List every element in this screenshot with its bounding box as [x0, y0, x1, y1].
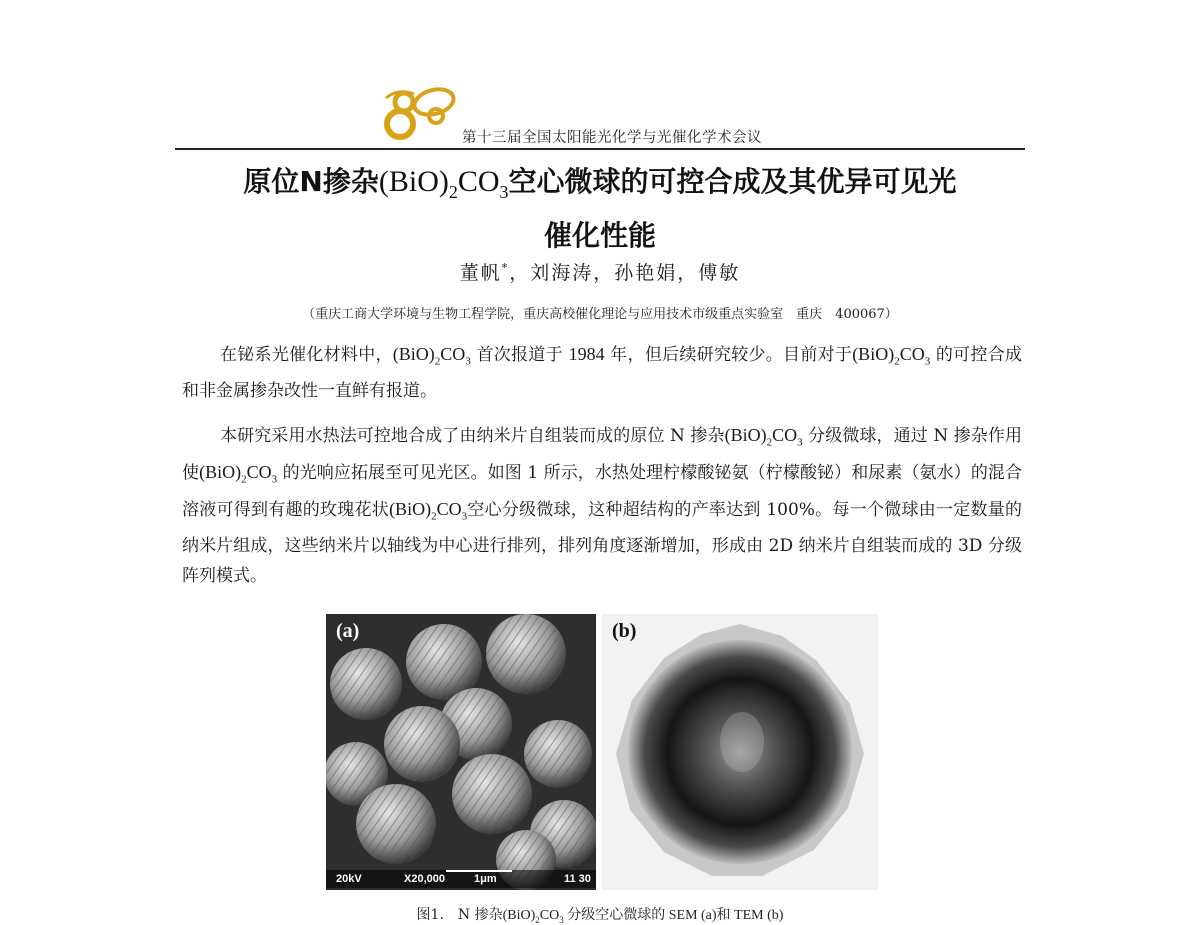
p1-f2-sub2: 3 [924, 355, 931, 368]
affiliation: （重庆工商大学环境与生物工程学院，重庆高校催化理论与应用技术市级重点实验室 重庆 400067） [302, 307, 898, 322]
tem-core-highlight [720, 712, 764, 772]
title-formula-sub2: 3 [499, 182, 509, 202]
sem-micrograph [326, 614, 596, 890]
caption-f-sub2: 3 [559, 914, 564, 925]
figure-caption [0, 904, 1200, 925]
scale-bar [446, 870, 512, 872]
p1-text-4: 的可控合成和非金属掺杂改性一直鲜有报道。 [182, 345, 1023, 402]
p2-f3-sub2: 3 [461, 510, 468, 523]
p2-formula-2 [199, 462, 278, 486]
paragraph-1 [182, 340, 1022, 407]
author-list [0, 258, 1200, 285]
p1-f1-sub: 2 [434, 355, 441, 368]
author-1: 董帆 [459, 262, 502, 284]
paper-title [160, 160, 1040, 258]
p1-formula-1 [392, 344, 471, 368]
caption-f-b: CO [539, 908, 560, 923]
figure-panel-tem [602, 614, 878, 890]
p1-f2-b: CO [899, 344, 925, 364]
p1-formula-2 [852, 344, 931, 368]
p2-f1-b: CO [772, 425, 798, 445]
p2-text-2: 分级微球，通过 N 掺杂作用使 [182, 426, 1022, 484]
title-part2: 空心微球的可控合成及其优异可见光 [508, 165, 957, 198]
title-formula-b: CO [457, 165, 500, 198]
p2-f3-b: CO [436, 499, 462, 520]
p2-text-3: 的光响应拓展至可见光区。如图 1 所示，水热处理柠檬酸铋氨（柠檬酸铋）和尿素（氨水）的混合溶液可得到有趣的玫瑰花状 [182, 463, 1023, 521]
p2-f1-a: (BiO) [724, 425, 767, 445]
other-authors: ，刘海涛，孙艳娟，傅敏 [509, 262, 741, 284]
p2-formula-3 [389, 499, 468, 523]
p1-year: 1984 [568, 344, 605, 364]
conference-logo [378, 86, 458, 142]
caption-text-1: 图1. N 掺杂 [416, 907, 503, 923]
p2-f2-b: CO [246, 462, 272, 483]
panel-a-label: (a) [336, 620, 360, 642]
panel-b-label: (b) [612, 620, 637, 642]
caption-text-2: 分级空心微球的 SEM (a)和 TEM (b) [563, 908, 784, 923]
p1-text-1: 在铋系光催化材料中， [220, 345, 393, 365]
p2-f2-sub: 2 [241, 473, 247, 486]
p1-f1-a: (BiO) [392, 344, 435, 364]
title-line2: 催化性能 [543, 219, 656, 252]
corresponding-mark: * [501, 261, 510, 275]
p2-f3-sub: 2 [431, 510, 437, 523]
caption-f-sub: 2 [535, 914, 540, 925]
p1-f1-sub2: 3 [465, 355, 471, 368]
sem-magnification: X20,000 [404, 873, 445, 885]
p2-text-1: 本研究采用水热法可控地合成了由纳米片自组装而成的原位 N 掺杂 [220, 426, 725, 446]
title-formula [378, 165, 509, 202]
caption-f-a: (BiO) [502, 908, 536, 923]
p1-f1-b: CO [440, 344, 466, 364]
figure-panel-sem [326, 614, 596, 890]
sem-scale-length: 1μm [474, 873, 497, 885]
p2-formula-1 [724, 425, 803, 449]
p2-f1-sub2: 3 [797, 436, 803, 449]
p1-text-2: 首次报道于 [470, 345, 569, 365]
p1-f2-sub: 2 [894, 355, 900, 368]
p2-f3-a: (BiO) [389, 499, 432, 520]
sem-extra-label: 11 30 [564, 873, 591, 885]
title-formula-sub: 2 [448, 182, 458, 202]
conference-name: 第十三届全国太阳能光化学与光催化学术会议 [462, 130, 762, 146]
tem-micrograph [602, 614, 878, 890]
sem-voltage: 20kV [336, 873, 362, 885]
p2-text-4: 空心分级微球，这种超结构的产率达到 100%。每一个微球由一定数量的纳米片组成，这些纳米片以轴线为中心进行排列，排列角度逐渐增加，形成由 2D 纳米片自组装而成的 3D 分级阵列模式。 [182, 500, 1022, 586]
p2-f2-a: (BiO) [199, 462, 242, 483]
sem-info-bar [326, 870, 596, 888]
paragraph-2 [182, 421, 1022, 591]
p2-f1-sub: 2 [766, 436, 773, 449]
p1-text-3: 年，但后续研究较少。目前对于 [604, 345, 853, 365]
p2-f2-sub2: 3 [271, 473, 278, 486]
header-rule [175, 148, 1025, 150]
title-formula-a: (BiO) [378, 165, 449, 198]
caption-formula [503, 908, 564, 923]
p1-f2-a: (BiO) [852, 344, 895, 364]
title-part1: 原位N掺杂 [243, 165, 379, 198]
